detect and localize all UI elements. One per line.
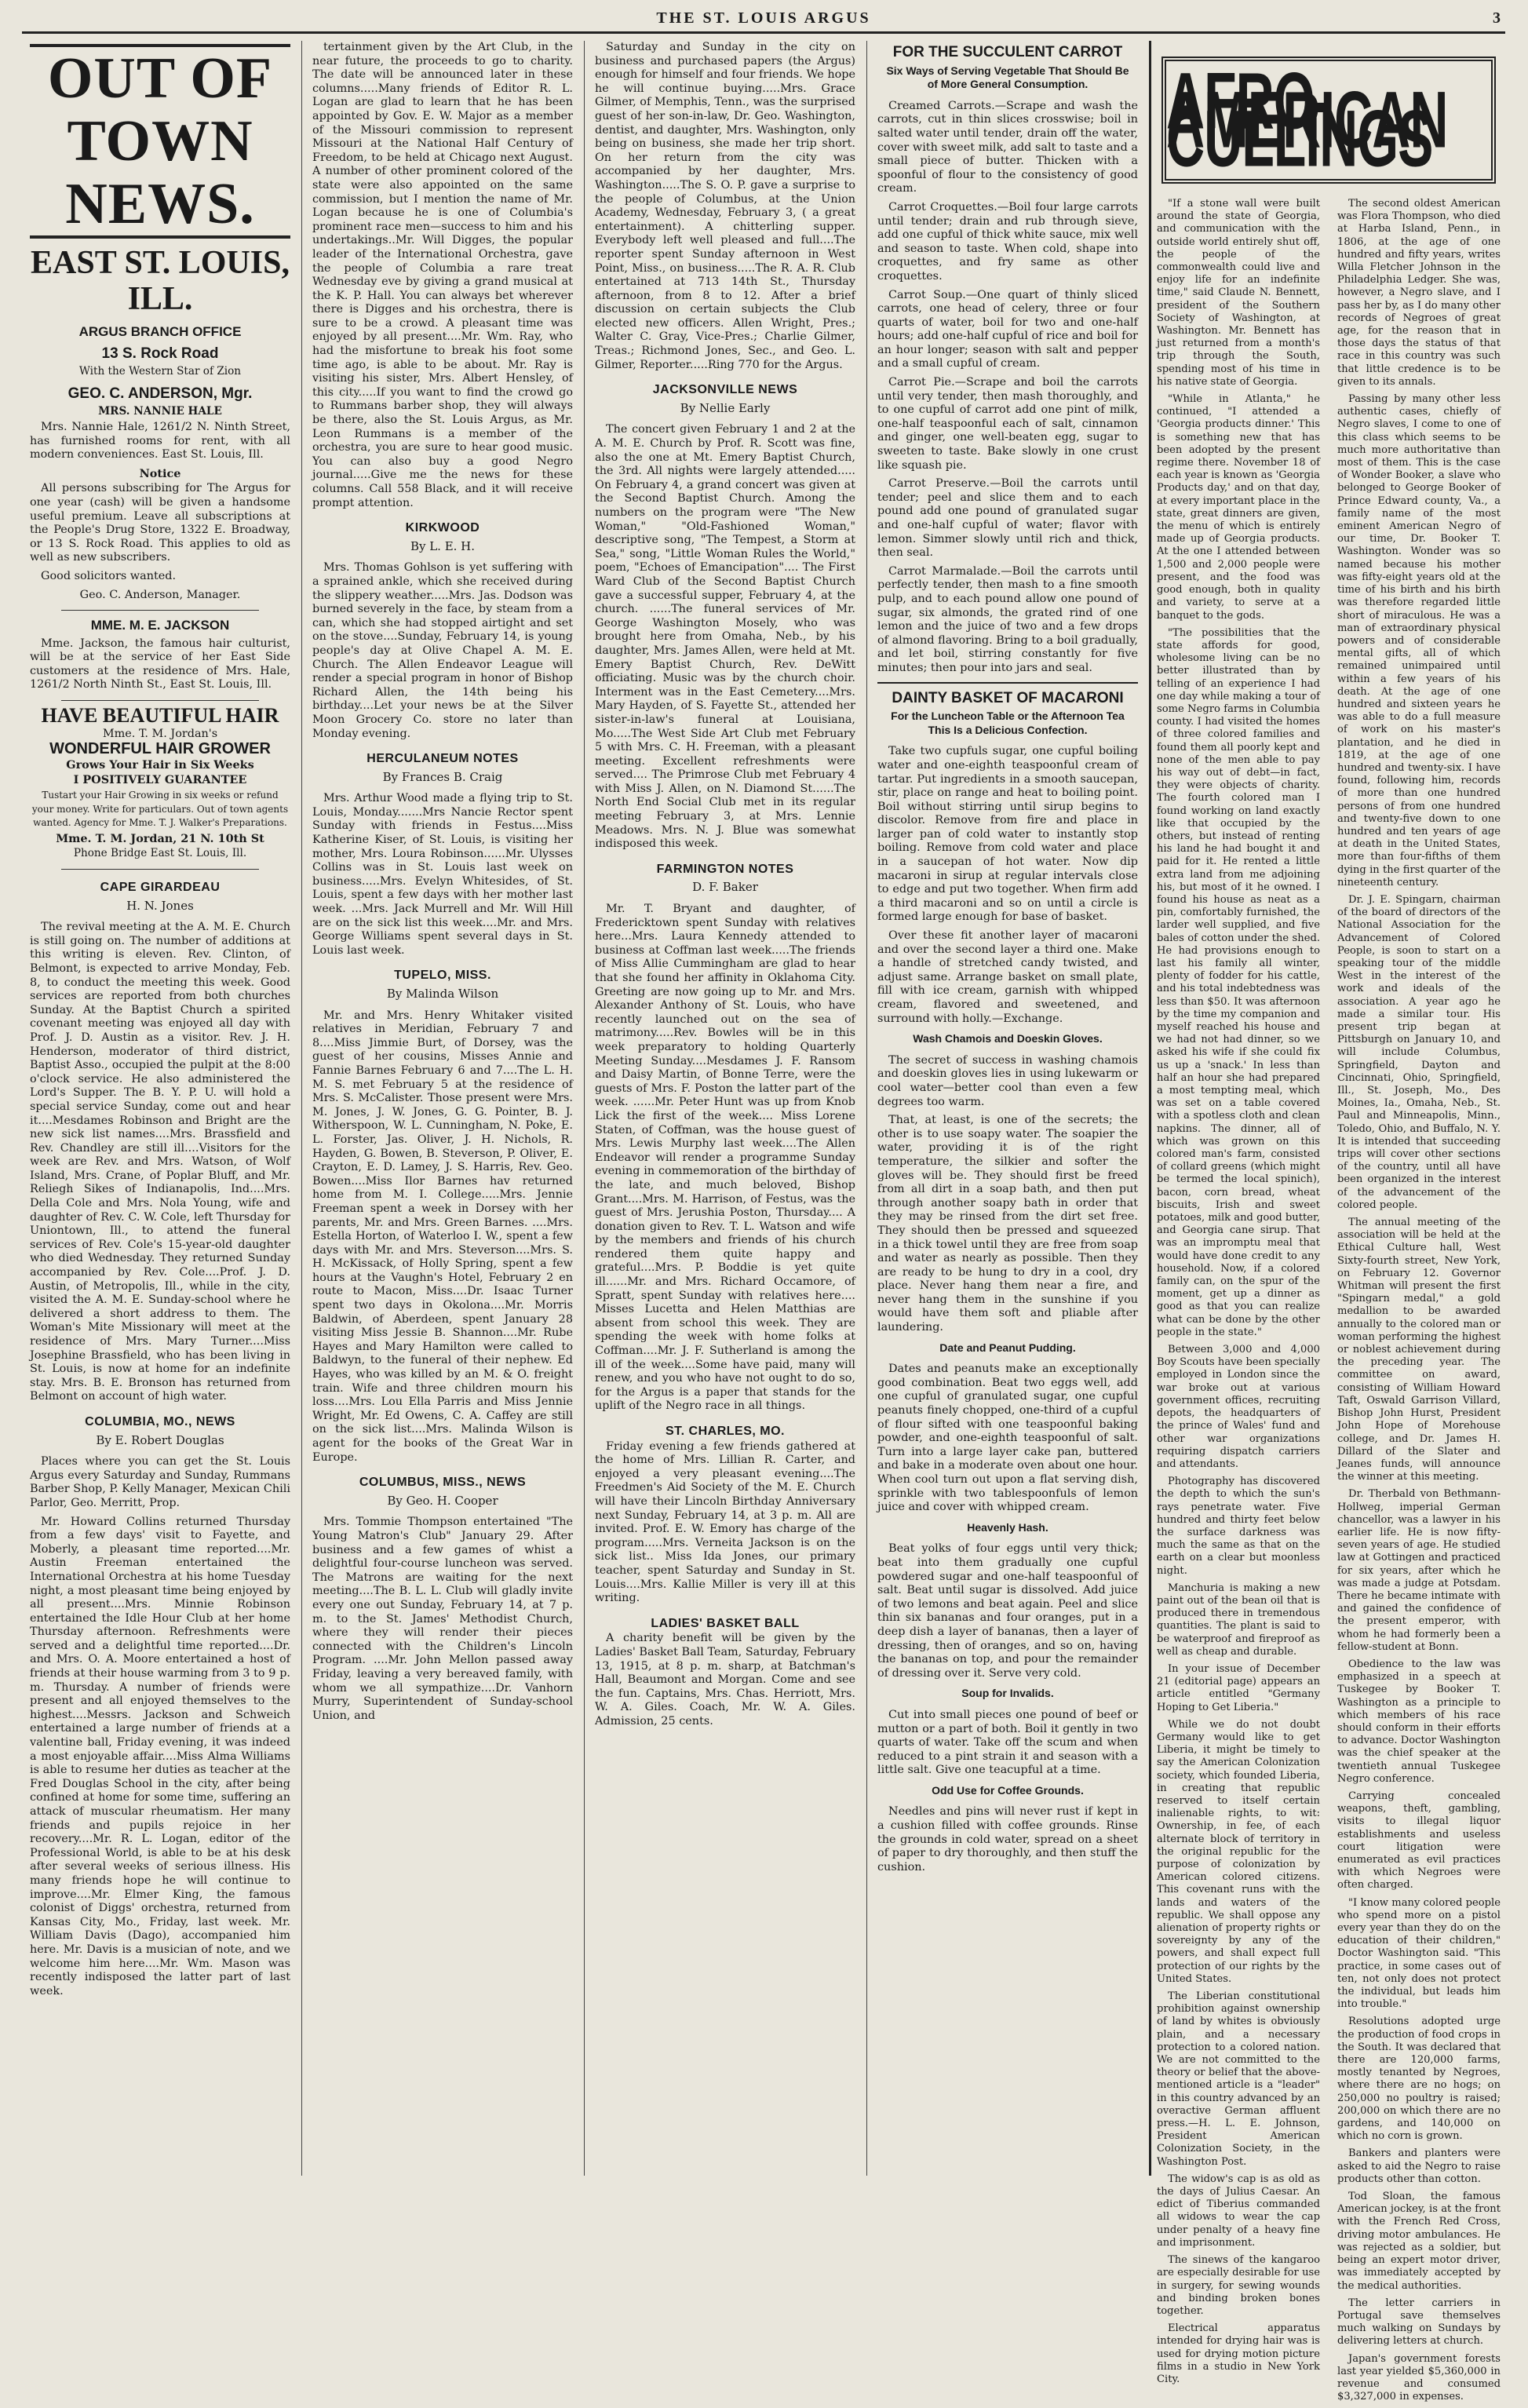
columbus-text: Mrs. Tommie Thompson entertained "The Young Matron's Club" January 29. After business and a few games of whist a delightful four-course luncheon was served. The Matrons are waiting for the next meeting....The B. L. L. Club will gladly invite every one out Sunday, February 14, at 7 p. m. to the St. James' Methodist Church, where they will render their pieces connected with the Children's Lincoln Program. ....Mr. John Mellon passed away Friday, leaving a very bereaved family, with whom we all sympathize....Dr. Vanhorn Murry, Superintendent of Sunday-school Union, and — [312, 1516, 573, 1722]
divider — [61, 869, 259, 870]
culling-kangaroo: The sinews of the kangaroo are especially desirable for use in surgery, for sewing wounds and binding broken bones together. — [1157, 2254, 1320, 2317]
column-3 — [587, 41, 863, 2176]
argus-branch-office: ARGUS BRANCH OFFICE — [78, 324, 242, 339]
hair-ad-line-4: I POSITIVELY GUARANTEE — [73, 773, 247, 787]
western-star-line: With the Western Star of Zion — [78, 365, 242, 378]
columbus-continued: Saturday and Sunday in the city on business and purchased papers (the Argus) enough for himself and four friends. We hope he will continue buying.....Mrs. Grace Gilmer, of Memphis, Tenn., was the surprised guest of her son-in-law, Dr. Geo. Washington, dentist, and daughter, Mrs. Washington, only being on business, she made her trip short. On her return from the city was accompanied by her daughter, Mrs. Washington.....The S. O. P. gave a surprise to the people of Columbus, at the Union Academy, Wednesday, February 3, ( a great entertainment). A chitterling supper. Everybody left well pleased and full....The reporter spent Sunday afternoon in West Point, Miss., on business.....The R. A. R. Club entertained at 713 14th St., Thursday afternoon, from 8 to 12. After a brief discussion on certain subjects the Club elected new officers. Allen Wright, Pres.; Walter C. Gray, Vice-Pres.; Charlie Gilmer, Treas.; Richmond Jones, Sec., and Geo. L. Gilmer, Reporter.....Ring 770 for the Argus. — [595, 41, 855, 371]
divider — [61, 700, 259, 701]
tupelo-byline: By Malinda Wilson — [386, 987, 499, 1001]
culling-electrical: Electrical apparatus intended for drying hair was is used for drying motion picture films in a studio in New York City. — [1157, 2322, 1320, 2385]
culling-widow: The widow's cap is as old as the days of Julius Caesar. An edict of Tiberius commanded all widows to wear the cap under penalty of a heavy fine and imprisonment. — [1157, 2173, 1320, 2249]
columbia-continued: tertainment given by the Art Club, in the near future, the proceeds to go to charity. The date will be announced later in these columns.....Many friends of Editor R. L. Logan are glad to learn that he has been appointed by Gov. E. W. Major as a member of the Missouri commission to represent Missouri at the National Half Century of Freedom, to be held at Chicago next August. A number of other prominent colored of the state were also appointed on the same commission, but I mention the name of Mr. Logan because he is one of Columbia's prominent race men—success to him and his undertakings..Mr. Will Digges, the popular leader of the International Orchestra, gave the people of Columbia a rare treat Wednesday eve by giving a grand musical at the K. P. Hall. You can always bet wherever there is Digges and his orchestra, there is sure to be a crowd. A pleasant time was enjoyed by all present....Mr. Wm. Ray, who had the misfortune to break his foot some time ago, is able to be about. Mr. Ray is visiting his sister, Mrs. Albert Hensley, of this city.....If you want to find the crowd go to Rummans barber shop, they will always be there, also the St. Louis Argus, as Mr. Leon Rummans is a member of the orchestra, you are sure to hear good music. You can also buy a good Negro journal.....Give me the news for these columns. Call 558 Black, and it will receive prompt attention. — [312, 41, 573, 509]
notice-heading: Notice — [139, 466, 181, 480]
culling-forests: Japan's government forests last year yielded $5,360,000 in revenue and consumed $3,327,000 in expenses. — [1337, 2352, 1501, 2403]
herculaneum-text: Mrs. Arthur Wood made a flying trip to St. Louis, Monday.......Mrs Nancie Rector spent Sunday with friends in Festus....Miss Katherine Kiser, of St. Louis, is visiting her mother, Mrs. Loura Robinson......Mr. Ulysses Collins was in St. Louis last week on business.....Mrs. Evelyn Whitesides, of St. Louis, spent a few days with her mother last week. ...Mrs. Jack Murrell and Mr. Will Hill are on the sick list this week....Mr. and Mrs. George Williams spent several days in St. Louis last week. — [312, 792, 573, 957]
pudding-heading: Date and Peanut Pudding. — [939, 1341, 1076, 1354]
cullings-left — [1157, 198, 1320, 2408]
farmington-heading: FARMINGTON NOTES — [656, 862, 794, 876]
culling-liberia-2: While we do not doubt Germany would like to get Liberia, it might be timely to say the American Colonization society, which founded Liberia, in creating that republic reserved to itself certain inalienable rights, to wit: Ownership, in fee, of each alternate block of territory in the original republic for the purpose of colonization by American colored citizens. This covenant runs with the lands and waters of the republic. We shall oppose any alienation of property rights or sovereignty by any of the powers, and shall expect full protection of our rights by the United States. — [1157, 1718, 1320, 1985]
branch-address: 13 S. Rock Road — [101, 345, 219, 362]
carrot-deck: Six Ways of Serving Vegetable That Should Be of More General Consumption. — [886, 64, 1129, 91]
page-number: 3 — [1493, 9, 1501, 27]
kirkwood-heading: KIRKWOOD — [405, 521, 480, 535]
carrot-heading: FOR THE SUCCULENT CARROT — [892, 44, 1123, 60]
macaroni-heading: DAINTY BASKET OF MACARONI — [892, 689, 1124, 706]
divider — [877, 682, 1138, 684]
hair-ad-line-2: WONDERFUL HAIR GROWER — [49, 740, 271, 758]
basket-ball-heading: LADIES' BASKET BALL — [651, 1616, 800, 1630]
jacksonville-text: The concert given February 1 and 2 at the A. M. E. Church by Prof. R. Scott was fine, also the one at Mt. Emery Baptist Church, the 3rd. All nights were largely attended..... On February 4, a grand concert was given at the Second Baptist Church. Among the numbers on the program were "The New Woman," "Old-Fashioned Woman," descriptive song, "The Tempest, a Storm at Sea," song, "Little Woman Rules the World," poem, "Echoes of Emancipation".... The First Ward Club of the Second Baptist Church gave a successful supper, February 4, at the church. ......The funeral services of Mr. George Washington Mosely, who was brought here from Omaha, Neb., by his daughter, Mrs. James Allen, were held at Mt. Emery Baptist Church, Rev. DeWitt officiating. Music was by the church choir. Interment was in the East Cemetery....Mrs. Mary Hayden, of S. Fayette St., attended her sister-in-law's funeral at Louisiana, Mo.....The West Side Art Club met February 5 with Mrs. C. H. Freeman, with a pleasant meeting. Excellent refreshments were served.... The Primrose Club met February 4 with Miss J. Allen, on N. Diamond St......The North End Social Club met in its regular meeting February 3, at Mrs. Lennie Meadows. Mrs. N. J. Blue was somewhat indisposed this week. — [595, 423, 855, 851]
carrot-pie: Carrot Pie.—Scrape and boil the carrots until very tender, then mash thoroughly, and to one cupful of carrot add one pint of milk, one-half teaspoonful each of salt, cinnamon and ginger, one well-beaten egg, sugar to sweeten to taste. Bake slowly in one crust like squash pie. — [877, 376, 1138, 472]
culling-photography: Photography has discovered the depth to which the sun's rays penetrate water. Five hundred and thirty feet below the surface darkness was much the same as that on the earth on a clear but moonless night. — [1157, 1476, 1320, 1577]
carrot-soup: Carrot Soup.—One quart of thinly sliced carrots, one head of celery, three or four quarts of water, boil for two and one-half hours; add one-half cupful of rice and boil for an hour longer; season with salt and pepper and a small cupful of cream. — [877, 288, 1138, 370]
cape-girardeau-byline: H. N. Jones — [126, 898, 194, 913]
section-banner: OUT OF TOWN NEWS. — [30, 44, 290, 239]
coffee-heading: Odd Use for Coffee Grounds. — [932, 1783, 1084, 1797]
columbia-byline: By E. Robert Douglas — [96, 1432, 224, 1447]
jacksonville-heading: JACKSONVILLE NEWS — [652, 383, 798, 397]
kirkwood-text: Mrs. Thomas Gohlson is yet suffering with a sprained ankle, which she received during the slippery weather.....Mrs. Jas. Dodson was burned severely in the face, by steam from a can, which she had stopped airtight and set on the stove....Sunday, February 14, is young people's day at Olive Chapel A. M. E. Church. The Allen Endeavor League will render a special program in honor of Bishop Richard Allen, the 14th being his birthday....Let your news be at the Silver Moon Grocery Co. store no later than Monday evening. — [312, 561, 573, 740]
masthead — [22, 9, 1505, 34]
gloves-text-2: That, at least, is one of the secrets; the other is to use soapy water. The soapier the water, providing it is of the right temperature, the silkier and softer the gloves will be. They should first be freed from all dirt in a soap bath, and then put through another soapy bath in order that they may be rinsed from the dirt set free. They should then be pressed and squeezed in a thick towel until they are free from soap and water as nearly as possible. Then they are ready to be hung to dry in a cool, dry place. Never hang them near a fire, and never hang them in the sunshine if you would have them soft and pliable after laundering. — [877, 1114, 1138, 1334]
culling-georgia: "If a stone wall were built around the state of Georgia, and communication with the outside world entirely shut off, the people of the commonwealth could live and enjoy life for an indefinite time," said Claude N. Bennett, president of the Southern Society of Washington, at Washington. Mr. Bennett has just returned from a month's trip through the South, spending most of his time in his native state of Georgia. — [1157, 198, 1320, 388]
column-rule — [584, 41, 585, 2176]
culling-boy-scouts: Between 3,000 and 4,000 Boy Scouts have been specially employed in London since the war broke out at various government offices, recruiting depots, the headquarters of the prince of Wales' fund and other war organizations requiring dispatch carriers and attendants. — [1157, 1344, 1320, 1470]
herculaneum-byline: By Frances B. Craig — [382, 769, 503, 784]
column-1 — [22, 41, 298, 2176]
jackson-heading: MME. M. E. JACKSON — [90, 618, 230, 633]
basket-ball-text: A charity benefit will be given by the Ladies' Basket Ball Team, Saturday, February 13, 1915, at 8 p. m. sharp, at Batchman's Hall, Beaumont and Morgan. Come and see the fun. Captains, Mrs. Chas. Herriott, Mrs. W. A. Giles. Coach, Mr. W. A. Giles. Admission, 25 cents. — [595, 1632, 856, 1728]
culling-tuskegee: Obedience to the law was emphasized in a speech at Tuskegee by Booker T. Washington as a principle to which members of his race should conform in their efforts to advance. Doctor Washington was the chief speaker at the twentieth annual Tuskegee Negro conference. — [1337, 1658, 1501, 1785]
culling-weapons: Carrying concealed weapons, theft, gambling, visits to illegal liquor establishments and useless court litigation were enumerated as evil practices with which Negroes were often charged. — [1337, 1790, 1501, 1892]
cullings-logo-box — [1161, 57, 1496, 184]
cullings-right — [1337, 198, 1501, 2408]
cullings-logo: AFRO-AMERICAN CULLINGS — [1166, 56, 1448, 184]
jacksonville-byline: By Nellie Early — [680, 400, 771, 415]
column-rule — [301, 41, 302, 2176]
carrot-croquettes: Carrot Croquettes.—Boil four large carrots until tender; drain and rub through sieve, add one cupful of thick white sauce, mix well and season to taste. When cold, shape into croquettes, and fry same as other croquettes. — [877, 200, 1138, 283]
gloves-heading: Wash Chamois and Doeskin Gloves. — [913, 1032, 1103, 1045]
st-charles-heading: ST. CHARLES, MO. — [665, 1425, 785, 1438]
culling-tod-sloan: Tod Sloan, the famous American jockey, is at the front with the French Red Cross, driving motor ambulances. He was rejected as a soldier, but being an expert motor driver, was immediately accepted by the medical authorities. — [1337, 2191, 1501, 2292]
columbus-heading: COLUMBUS, MISS., NEWS — [359, 1476, 527, 1490]
culling-manchuria: Manchuria is making a new paint out of the bean oil that is produced there in tremendous quantities. The plant is said to be waterproof and fireproof as well as cheap and durable. — [1157, 1582, 1320, 1658]
columbia-text-1: Places where you can get the St. Louis Argus every Saturday and Sunday, Rummans Barber Shop, P. Kelly Manager, Mexican Chili Parlor, Geo. Merritt, Prop. — [30, 1455, 290, 1509]
farmington-text: Mr. T. Bryant and daughter, of Fredericktown spent Sunday with relatives here...Mrs. Laura Kennedy attended to business at Coffman last week.....The friends of Miss Allie Cummingham are glad to hear that she found her affinity in Oklahoma City. Greeting are now going up to Mr. and Mrs. Alexander Anthony of St. Louis, who have recently launched out on the sea of matrimony.....Rev. Bowles will be in this week preparatory to holding Quarterly Meeting Sunday....Mesdames J. F. Ransom and Daisy Martin, of Bonne Terre, were the guests of Mrs. F. Poston the latter part of the week. ......Mr. Peter Hunt was up from Knob Lick the first of the week.... Miss Lorene Staten, of Coffman, was the house guest of Mrs. Lewis Murphy last week....The Allen Endeavor will render a programme Sunday evening in commemoration of the birthday of the late, and much beloved, Bishop Grant....Mrs. M. Harrison, of Festus, was the guest of Mrs. Jerushia Poston, Thursday.... A donation given to Rev. T. L. Watson and wife by the members and friends of his church rendered them quite happy and grateful....Mrs. P. Boddie is yet quite ill......Mr. and Mrs. Richard Occamore, of Spratt, spent Sunday with relatives here.... Misses Lucetta and Helen Matthias are absent from school this week. They are spending the week with home folks at Coffman....Mr. J. F. Sutherland is among the ill of the week....Some have paid, many will renew, and you who have not ought to do so, for the Argus is a paper that stands for the uplift of the Negro race in all things. — [595, 903, 855, 1413]
hair-ad-line-6: Mme. T. M. Jordan, 21 N. 10th St — [56, 831, 264, 845]
column-rule — [1149, 41, 1151, 2176]
invalid-soup-heading: Soup for Invalids. — [961, 1687, 1054, 1700]
hair-ad-heading: HAVE BEAUTIFUL HAIR — [41, 704, 279, 728]
invalid-soup-text: Cut into small pieces one pound of beef or mutton or a part of both. Boil it gently in two quarts of water. Take off the scum and when reduced to a pint strain it and season with a little salt. Give one teacupful at a time. — [877, 1708, 1138, 1777]
column-4 — [870, 41, 1146, 2176]
macaroni-text-2: Over these fit another layer of macaroni and over the second layer a third one. Make a handle of stretched candy twisted, and adjust same. Arrange basket on small plate, fill with ice cream, garnish with whipped cream, flavored and sweetened, and surround with holly.—Exchange. — [877, 929, 1138, 1025]
farmington-byline: D. F. Baker — [692, 880, 758, 895]
cape-girardeau-heading: CAPE GIRARDEAU — [100, 881, 221, 894]
cape-girardeau-text: The revival meeting at the A. M. E. Church is still going on. The number of additions at this writing is eleven. Rev. Clinton, of Belmont, is expected to arrive Monday, Feb. 8, to conduct the meeting this week. Good services are reported from both churches Sunday. At the Baptist Church a spirited covenant meeting was enjoyed all day with Prof. J. D. Austin as a visitor. Rev. J. H. Henderson, moderator of third district, Baptist Asso., occupied the pulpit at the 8:00 o'clock service. He also administered the Lord's Supper. The B. Y. P. U. will hold a special service Sunday, come out and hear it....Mesdames Robinson and Bright are the new sick list names....Mrs. Brassfield and Rev. Chandley are still ill....Visitors for the week are Rev. and Mrs. Watson, of Wolf Island, Mrs. Crane, of Poplar Bluff, and Mr. Reliegh Sikes of Indianapolis, Ind....Mrs. Della Cole and Mrs. Nola Young, wife and daughter of Rev. C. W. Cole, left Thursday for Uniontown, Ill., to attend the funeral services of Rev. Cole's 15-year-old daughter who died Wednesday. They returned Sunday accompanied by Rev. Cole....Prof. J. D. Austin, of Metropolis, Ill., while in the city, visited the A. M. E. Sunday-school where he delivered a short address to them. The Woman's Mite Missionary will meet at the residence of Mrs. Mary Turner....Miss Josephine Brassfield, who has been living in St. Louis, is now at home for an indefinite stay. Mrs. B. E. Bronson has returned from Belmont on account of high water. — [30, 921, 290, 1403]
culling-booker: Passing by many other less authentic cases, chiefly of Negro slaves, I come to one of this class which seems to be much more authoritative than most of them. This is the case of Wonder Booker, a slave who belonged to George Booker of Prince Edward county, Va., a family name of the most eminent American Negro of our time, Dr. Booker T. Washington. Wonder was so named because his mother was fifty-eight years old at the time of his birth and his birth was therefore regarded little short of miraculous. He was a man of extraordinary physical powers and of considerable mental gifts, all of which remained unimpaired until within a few years of his death. At the age of one hundred and sixteen years he was able to do a full measure of work on his master's plantation, and he died in 1819, at the age of one hundred and twenty-six. I have found, following him, records of more than one hundred persons of from one hundred and twenty-five down to one hundred and ten years of age at death in the United States, more than four-fifths of them dying in the first quarter of the nineteenth century. — [1337, 393, 1501, 888]
column-2 — [305, 41, 581, 2176]
columbia-text-2: Mr. Howard Collins returned Thursday from a few days' visit to Fayette, and Moberly, a pleasant time reported....Mr. Austin Freeman entertained the International Orchestra at his home Tuesday night, a most pleasant time being enjoyed by all present....Mrs. Minnie Robinson entertained the Idle Hour Club at her home Thursday afternoon. Refreshments were served and a delightful time reported....Dr. and Mrs. O. A. Moore entertained a host of friends at their house warming from 3 to 9 p. m. Thursday. A number of friends were present and all enjoyed themselves to the highest....Messrs. Jackson and Schweich entertained a large number of friends at a valentine ball, Friday evening, it was indeed a most enjoyable affair....Miss Alma Williams is able to resume her duties as teacher at the Fred Douglas School in the city, after being confined at home for some time, suffering an attack of muscular rheumatism. Her many friends and pupils rejoice in her recovery....Mr. R. L. Logan, editor of the Professional World, is able to be at his desk after several weeks of serious illness. His many friends hope he will continue to improve....Mr. Elmer King, the famous colonist of Diggs' orchestra, returned from Kansas City, Mo., Friday, last week. Mr. William Davis (Dago), accompanied him here. Mr. Davis is a musician of note, and we welcome him here....Mr. Wm. Mason was recently indisposed the latter part of last week. — [30, 1515, 290, 1998]
assistant-name: MRS. NANNIE HALE — [98, 405, 222, 418]
manager-signature: Geo. C. Anderson, Manager. — [79, 588, 241, 601]
kirkwood-byline: By L. E. H. — [410, 538, 476, 553]
column-5 — [1152, 41, 1505, 2403]
tupelo-text: Mr. and Mrs. Henry Whitaker visited relatives in Meridian, February 7 and 8....Miss Jimmie Burt, of Dorsey, was the guest of her cousins, Misses Annie and Fannie Barnes February 6 and 7....The L. H. M. S. met February 5 at the residence of Mrs. S. McCalister. Those present were Mrs. M. Jones, J. W. Jones, G. G. Pointer, B. J. Witherspoon, W. L. Cunningham, N. Poke, E. L. Forster, Jas. Oliver, J. H. Nichols, R. Hayden, G. Bowen, B. Steverson, P. Oliver, E. Crayton, E. D. Lamey, J. S. Harris, Rev. Geo. Bowen....Miss Ilor Barnes hav returned home from M. I. College.....Mrs. Jennie Freeman spent a week in Dorsey with her parents, Mr. and Mrs. Green Barnes. ....Mrs. Estella Horton, of Waterloo I. W., spent a few days with Mr. and Mrs. Steverson....Mrs. S. H. McKissack, of Holly Spring, spent a few hours at the Vaughn's Hotel, February 2 en route to Macon, Miss....Dr. Isaac Turner spent two days in Okolona....Mr. Morris Baldwin, of Aberdeen, spent January 28 visiting Miss Jessie B. Shannon....Mr. Rube Hayes and Mary Hamilton were called to Baldwyn, to the funeral of their nephew. Ed Hayes, who was killed by an M. & O. freight train. Wife and three children mourn his loss....Mrs. Lou Ella Parris and Miss Jennie Wright, Mr. Ed Owens, C. A. Caffey are still on the sick list....Mrs. Malinda Wilson is agent for the books of the Great War in Europe. — [312, 1009, 573, 1464]
culling-liberia-1: In your issue of December 21 (editorial page) appears an article entitled "Germany Hoping to Get Liberia." — [1157, 1662, 1320, 1713]
hair-ad-line-5: Tustart your Hair Growing in six weeks or refund your money. Write for particulars. Out of town agents wanted. Agency for Mme. T. J. Walker's Preparations. — [31, 790, 289, 829]
culling-atlanta: "While in Atlanta," he continued, "I attended a 'Georgia products dinner.' This is something new that has been adopted by the present regime there. November 18 of each year is known as 'Georgia Products day,' and on that day, at every important place in the state, great dinners are given, the menu of which is entirely made up of Georgia products. At the one I attended between 1,500 and 2,000 people were present, and the food was good enough, both in quality and variety, to serve at a banquet to the gods. — [1157, 393, 1320, 622]
rooms-notice: Mrs. Nannie Hale, 1261/2 N. Ninth Street, has furnished rooms for rent, with all modern conveniences. East St. Louis, Ill. — [30, 420, 290, 462]
column-rule — [866, 41, 867, 2176]
hash-heading: Heavenly Hash. — [967, 1520, 1048, 1534]
herculaneum-heading: HERCULANEUM NOTES — [367, 752, 519, 766]
culling-farm: "The possibilities that the state affords for good, wholesome living can be no better illustrated than by telling of an experience I had one day while making a tour of some Negro farms in Columbia county. I had visited the homes of three colored families and found them all poorly kept and none of the men able to pay his way out of debt—in fact, they were objects of charity. The fourth colored man I found working on land exactly like that occupied by the others, but instead of renting his land he had bought it and paid for it. He rented a little extra land from me adjoining his, but most of it he owned. I found his house as neat as a pin, comfortably furnished, the larder well supplied, and five bales of cotton under the shed. He had provisions enough to last his family all winter, plenty of fodder for his cattle, and his total indebtedness was less than $50. It was afternoon by the time my companion and myself reached his house and we had not had dinner, so we asked his wife if she could fix us up a 'snack.' In less than half an hour she had prepared a most tempting meal, which was set on a table covered with a spotless cloth and clean napkins. The dinner, all of which was grown on this colored man's farm, consisted of collard greens (which might be termed the local spinich), bacon, corn bread, wheat biscuits, Irish and sweet potatoes, milk and good butter, and Georgia cane sirup. That was an impromptu meal that would have done credit to any household. Now, if a colored family can, on the spur of the moment, get up a dinner as good as that you can realize what can be done by the other people in the state." — [1157, 626, 1320, 1338]
creamed-carrots: Creamed Carrots.—Scrape and wash the carrots, cut in thin slices crosswise; boil in salted water until tender, drain off the water, cover with sweet milk, add salt to taste and a small piece of butter. Thicken with a spoonful of flour to the consistency of good cream. — [877, 99, 1138, 195]
macaroni-deck: For the Luncheon Table or the Afternoon Tea This Is a Delicious Confection. — [891, 710, 1125, 736]
carrot-marmalade: Carrot Marmalade.—Boil the carrots until perfectly tender, then mash to a fine smooth pulp, and to each pound allow one pound of sugar, six almonds, the grated rind of one lemon and the juice of two and a few drops of almond flavoring. Bring to a boil gradually, and let boil, stirring constantly for five minutes; then pour into jars and seal. — [877, 564, 1138, 674]
coffee-text: Needles and pins will never rust if kept in a cushion filled with coffee grounds. Rinse the grounds in cold water, spread on a sheet of paper to dry thoroughly, and then stuff the cushion. — [877, 1805, 1138, 1873]
hair-ad-line-1: Mme. T. M. Jordan's — [102, 727, 218, 740]
tupelo-heading: TUPELO, MISS. — [394, 969, 491, 983]
cullings-columns — [1157, 198, 1501, 2408]
culling-resolutions: Resolutions adopted urge the production of food crops in the South. It was declared that there are 120,000 farms, mostly tenanted by Negroes, where there are no hogs; on 250,000 no poultry is raised; 200,000 on which there are no gardens, and 140,000 on which no corn is grown. — [1337, 2016, 1501, 2143]
carrot-preserve: Carrot Preserve.—Boil the carrots until tender; peel and slice them and to each pound add one pound of granulated sugar and one-half cupful of water; flavor with lemon. Simmer slowly until rich and thick, then seal. — [877, 477, 1138, 560]
east-st-louis-heading: EAST ST. LOUIS, ILL. — [31, 245, 290, 317]
jackson-text: Mme. Jackson, the famous hair culturist, will be at the service of her East Side customers at the residence of Mrs. Hale, 1261/2 North Ninth St., East St. Louis, Ill. — [30, 637, 290, 691]
st-charles-text: Friday evening a few friends gathered at the home of Mrs. Lillian R. Carter, and enjoyed a very pleasant evening....The Freedmen's Aid Society of the M. E. Church will have their Lincoln Birthday Anniversary next Sunday, February 14, at 3 p. m. All are invited. Prof. E. W. Emory has charge of the program.....Mrs. Verneita Jackson is on the sick list.. Miss Ida Jones, our primary teacher, spent Saturday and Sunday in St. Louis....Mrs. Kallie Miller is very ill at this writing. — [595, 1439, 855, 1605]
culling-pistol: "I know many colored people who spend more on a pistol every year than they do on the education of their children," Doctor Washington said. "This practice, in some cases out of ten, not only does not protect the individual, but leads him into trouble." — [1337, 1896, 1501, 2011]
pudding-text: Dates and peanuts make an exceptionally good combination. Beat two eggs well, add one cupful of granulated sugar, one cupful peanuts finely chopped, one-third of a cupful of flour sifted with one teaspoonful baking powder, and one-eighth teaspoonful of salt. Turn into a large layer cake pan, buttered and bake in a moderate oven about one hour. When cool turn out upon a flat serving dish, sprinkle with two tablespoonfuls of lemon juice and cover with whipped cream. — [877, 1363, 1138, 1514]
culling-annual-meeting: The annual meeting of the association will be held at the Ethical Culture hall, West Sixty-fourth street, New York, on February 12. Governor Whitman will present the first "Spingarn medal," a gold medallion to be awarded annually to the colored man or woman performing the highest or noblest achievement during the preceding year. The committee on award, consisting of William Howard Taft, Oswald Garrison Villard, Bishop John Hurst, President John Hope of Morehouse college, and Dr. James H. Dillard of the Slater and Jeanes funds, will announce the winner at this meeting. — [1337, 1217, 1501, 1483]
hash-text: Beat yolks of four eggs until very thick; beat into them gradually one cupful powdered sugar and one-half teaspoonful of salt. Beat until sugar is dissolved. Add juice of two lemons and beat again. Peel and slice thin six bananas and four oranges, put in a deep dish a layer of bananas, then a layer of dressing, then of oranges, and so on, having the bananas on top, and pour the remainder of dressing over it. Serve very cold. — [877, 1542, 1138, 1680]
culling-spingarn: Dr. J. E. Spingarn, chairman of the board of directors of the National Association for the Advancement of Colored People, is soon to start on a speaking tour of the middle West in the interest of the work and ideals of the association. A year ago he made a similar tour. His present trip began at Pittsburgh on January 10, and will include Columbus, Springfield, Dayton and Cincinnati, Ohio, Springfield, Ill., St. Joseph, Mo., Des Moines, Ia., Omaha, Neb., St. Paul and Minneapolis, Minn., Toledo, Ohio, and Buffalo, N. Y. It is intended that succeeding trips will cover other sections of the country, until all have been organized in the interest of the advancement of the colored people. — [1337, 893, 1501, 1211]
columbus-byline: By Geo. H. Cooper — [387, 1493, 498, 1508]
macaroni-text-1: Take two cupfuls sugar, one cupful boiling water and one-eighth teaspoonful cream of tartar. Put ingredients in a smooth saucepan, stir, place on range and heat to boiling point. Boil without stirring until sirup begins to discolor. Remove from fire and place in larger pan of cold water to instantly stop boiling. Remove from cold water and place in a saucepan of hot water. Now dip macaroni in sirup at regular intervals close to edge and put two together. When firm add a third macaroni and so on until a circle is formed large enough for base of basket. — [877, 745, 1138, 924]
culling-oldest: The second oldest American was Flora Thompson, who died at Harba Island, Penn., in 1806, at the age of one hundred and fifty years, writes Willa Fletcher Johnson in the Philadelphia Ledger. She was, however, a Negro slave, and I pass her by, as I do many other records of Negroes of great age, for the reason that in those days the status of that race in this country was such that little credence is to be given to its annals. — [1337, 198, 1501, 388]
culling-chancellor: Dr. Therbald von Bethmann-Hollweg, imperial German chancellor, was a lawyer in his earlier life. He is now fifty-seven years of age. He studied law at Gottingen and practiced for six years, after which he was made a judge at Potsdam. There he became intimate with and gained the confidence of the present emperor, with whom he had formerly been a fellow-student at Bonn. — [1337, 1488, 1501, 1653]
gloves-text-1: The secret of success in washing chamois and doeskin gloves lies in using lukewarm or cool water—better cool than even a few degrees too warm. — [877, 1053, 1138, 1108]
hair-ad-line-7: Phone Bridge East St. Louis, Ill. — [73, 847, 247, 860]
manager-name: GEO. C. ANDERSON, Mgr. — [67, 385, 253, 402]
solicitors-wanted: Good solicitors wanted. — [41, 569, 177, 582]
paper-name: THE ST. LOUIS ARGUS — [656, 9, 871, 27]
columbia-heading: COLUMBIA, MO., NEWS — [85, 1414, 235, 1428]
divider — [61, 610, 259, 611]
hair-ad-line-3: Grows Your Hair in Six Weeks — [66, 757, 254, 772]
culling-letter-carriers: The letter carriers in Portugal save themselves much walking on Sundays by delivering letters at church. — [1337, 2297, 1501, 2348]
subscription-notice: All persons subscribing for The Argus for one year (cash) will be given a handsome useful premium. Leave all subscriptions at the People's Drug Store, 1322 E. Broadway, or 13 S. Rock Road. This applies to old as well as new subscribers. — [30, 482, 290, 564]
culling-bankers: Bankers and planters were asked to aid the Negro to raise products other than cotton. — [1337, 2147, 1501, 2185]
culling-liberia-3: The Liberian constitutional prohibition against ownership of land by whites is obviously plain, and a necessary protection to a colored nation. We are not committed to the theory or belief that the above-mentioned article is a "leader" in this country advanced by an overactive German affluent press.—H. L. E. Johnson, President American Colonization Society, in the Washington Post. — [1157, 1990, 1320, 2168]
